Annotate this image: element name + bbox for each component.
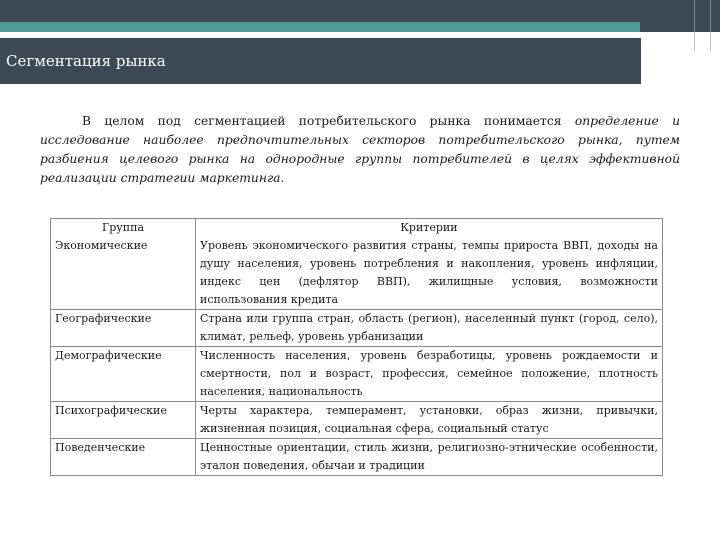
header-criteria: Критерии [196,219,663,238]
intro-paragraph [40,112,680,188]
table-row [51,310,663,347]
segmentation-criteria-table [50,218,663,476]
slide-title: Сегментация рынка [0,38,641,84]
intro-plain-text: В целом под сегментацией потребительского рынка понимается [82,114,575,128]
group-cell: Географические [51,310,196,347]
criteria-cell: Уровень экономического развития страны, темпы прироста ВВП, доходы на душу населения, уровень потребления и накопления, уровень инфляции, индекс цен (дефлятор ВВП), жилищные условия, возможности использования кредита [196,237,663,310]
table-row [51,347,663,402]
criteria-cell: Численность населения, уровень безработицы, уровень рождаемости и смертности, пол и возраст, профессия, семейное положение, плотность населения, национальность [196,347,663,402]
intro-end: . [280,171,285,185]
group-cell: Экономические [51,237,196,310]
criteria-cell: Ценностные ориентации, стиль жизни, религиозно-этнические особенности, эталон поведения, обычаи и традиции [196,439,663,476]
table-row [51,237,663,310]
table-row [51,402,663,439]
intro-italic-text: определение и исследование наиболее предпочтительных секторов потребительского рынка, путем разбиения целевого рынка на однородные группы потребителей в целях эффективной реализации стратегии маркетинга [40,114,680,185]
criteria-cell: Черты характера, темперамент, установки, образ жизни, привычки, жизненная позиция, социальная сфера, социальный статус [196,402,663,439]
criteria-cell: Страна или группа стран, область (регион), населенный пункт (город, село), климат, рельеф, уровень урбанизации [196,310,663,347]
table-row [51,439,663,476]
header-group: Группа [51,219,196,238]
table-header-row [51,219,663,238]
group-cell: Поведенческие [51,439,196,476]
teal-decor-band [0,22,640,32]
top-decor-band [0,0,720,22]
title-decor-dash [645,41,667,43]
group-cell: Психографические [51,402,196,439]
title-decor-line [0,34,427,36]
group-cell: Демографические [51,347,196,402]
corner-decor-lines [690,0,720,50]
